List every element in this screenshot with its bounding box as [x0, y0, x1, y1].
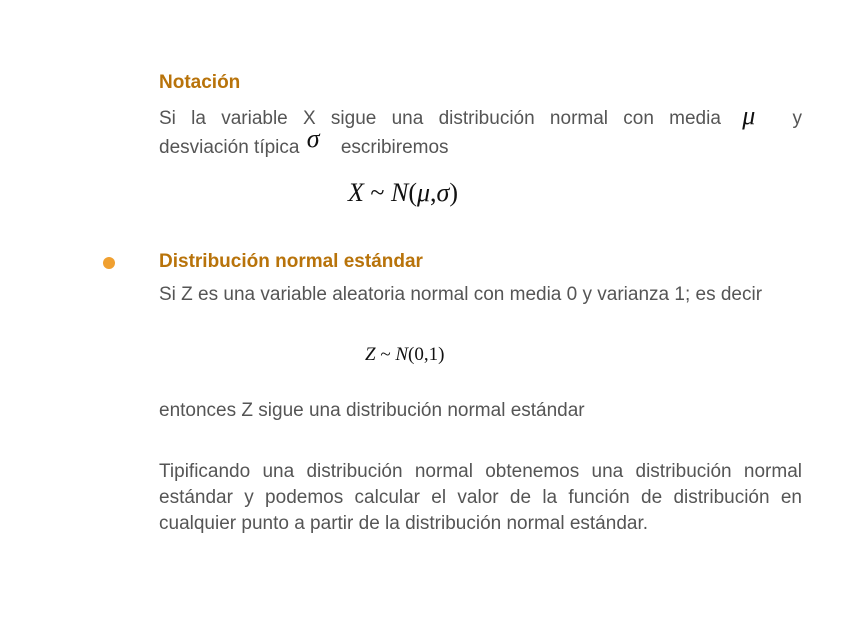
formula-close-paren: )	[449, 178, 459, 207]
notation-line-1-end: y	[792, 108, 803, 129]
formula-sigma: σ	[436, 178, 450, 207]
formula-mu: μ	[416, 178, 431, 207]
notation-line-2-end: escribiremos	[340, 137, 449, 158]
std-formula-func: N	[395, 344, 409, 365]
notation-heading: Notación	[159, 72, 241, 93]
formula-lhs: X	[348, 178, 364, 207]
notation-line-1	[159, 103, 802, 132]
notation-line-2-text: desviación típica	[159, 137, 300, 158]
mu-symbol: μ	[742, 101, 756, 130]
bullet-icon	[103, 257, 115, 269]
standard-formula	[365, 344, 444, 366]
notation-formula	[348, 178, 458, 208]
standard-intro: Si Z es una variable aleatoria normal con media 0 y varianza 1; es decir	[159, 284, 763, 305]
formula-open-paren: (	[408, 178, 417, 207]
formula-tilde: ~	[370, 178, 385, 207]
sigma-symbol: σ	[306, 124, 320, 153]
std-formula-tilde: ~	[380, 344, 391, 365]
notation-line-1-text: Si la variable X sigue una distribución normal con media	[159, 108, 721, 129]
tipificando-paragraph: Tipificando una distribución normal obtenemos una distribución normal estándar y podemos calcular el valor de la función de distribución en cualquier punto a partir de la distribución normal estándar.	[159, 461, 802, 534]
formula-comma: ,	[430, 178, 437, 207]
standard-heading: Distribución normal estándar	[159, 251, 423, 272]
notation-line-2	[159, 124, 802, 161]
std-formula-args: (0,1)	[408, 344, 445, 365]
standard-conclusion: entonces Z sigue una distribución normal estándar	[159, 400, 585, 421]
std-formula-lhs: Z	[365, 344, 376, 365]
formula-func: N	[390, 178, 409, 207]
notation-paragraph	[159, 103, 802, 161]
